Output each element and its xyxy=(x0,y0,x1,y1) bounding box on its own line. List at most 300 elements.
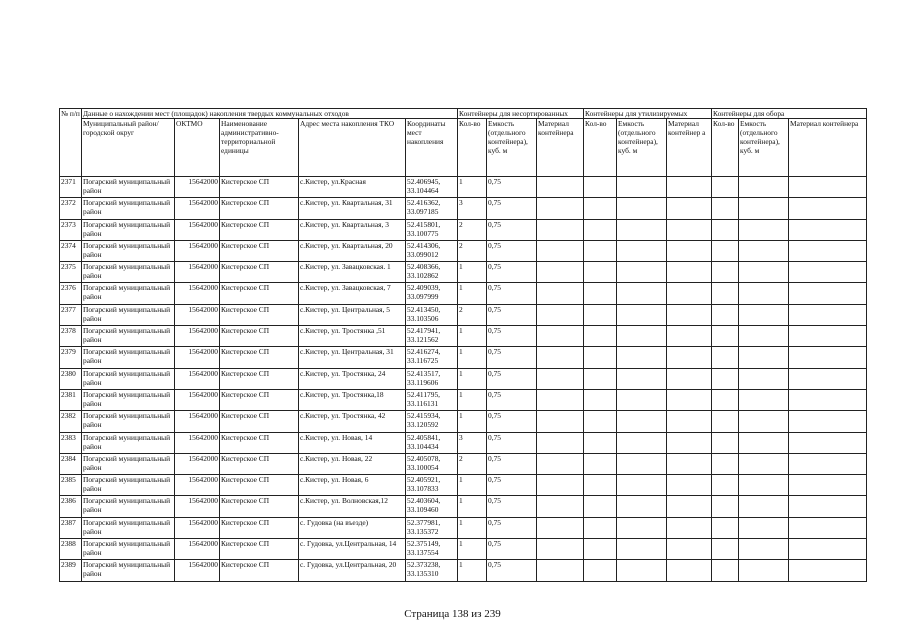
row-number: 2379 xyxy=(60,347,82,368)
row-number: 2382 xyxy=(60,411,82,432)
cell-count: 1 xyxy=(458,411,487,432)
cell-oktmo: 15642000 xyxy=(175,304,220,325)
cell-empty xyxy=(667,347,712,368)
cell-municipal: Погарский муниципальный район xyxy=(82,262,175,283)
cell-empty xyxy=(667,496,712,517)
cell-empty xyxy=(789,389,867,410)
header-group-collect: Контейнеры для обора xyxy=(712,109,867,119)
cell-empty xyxy=(537,198,584,219)
cell-count: 1 xyxy=(458,177,487,198)
cell-empty xyxy=(584,560,617,581)
cell-empty xyxy=(584,389,617,410)
cell-empty xyxy=(667,389,712,410)
cell-empty xyxy=(617,262,667,283)
cell-empty xyxy=(667,304,712,325)
cell-oktmo: 15642000 xyxy=(175,219,220,240)
cell-address: с. Гудовка, ул.Центральная, 14 xyxy=(299,539,406,560)
cell-count: 1 xyxy=(458,326,487,347)
header-capacity-collect: Емкость (отдельного контейнера), куб. м xyxy=(739,119,789,177)
table-row xyxy=(60,219,867,240)
cell-municipal: Погарский муниципальный район xyxy=(82,411,175,432)
cell-municipal: Погарский муниципальный район xyxy=(82,368,175,389)
cell-capacity: 0,75 xyxy=(487,517,537,538)
cell-empty xyxy=(584,304,617,325)
cell-empty xyxy=(789,411,867,432)
cell-empty xyxy=(667,475,712,496)
cell-oktmo: 15642000 xyxy=(175,475,220,496)
cell-capacity: 0,75 xyxy=(487,198,537,219)
cell-coords: 52.375149, 33.137554 xyxy=(406,539,458,560)
cell-address: с.Кистер, ул. Тростянка,18 xyxy=(299,389,406,410)
cell-empty xyxy=(617,475,667,496)
cell-empty xyxy=(789,304,867,325)
cell-empty xyxy=(537,347,584,368)
cell-capacity: 0,75 xyxy=(487,177,537,198)
cell-capacity: 0,75 xyxy=(487,560,537,581)
cell-empty xyxy=(789,539,867,560)
cell-count: 2 xyxy=(458,219,487,240)
row-number: 2388 xyxy=(60,539,82,560)
cell-address: с.Кистер, ул. Тростянка ,51 xyxy=(299,326,406,347)
row-number: 2385 xyxy=(60,475,82,496)
table-row xyxy=(60,283,867,304)
cell-admin: Кистерское СП xyxy=(220,453,299,474)
cell-empty xyxy=(667,177,712,198)
table-row xyxy=(60,240,867,261)
cell-empty xyxy=(617,368,667,389)
cell-empty xyxy=(712,517,739,538)
cell-empty xyxy=(789,496,867,517)
cell-empty xyxy=(584,453,617,474)
cell-oktmo: 15642000 xyxy=(175,517,220,538)
cell-count: 2 xyxy=(458,453,487,474)
cell-empty xyxy=(712,539,739,560)
cell-capacity: 0,75 xyxy=(487,389,537,410)
cell-empty xyxy=(537,219,584,240)
cell-empty xyxy=(739,177,789,198)
cell-empty xyxy=(537,453,584,474)
cell-capacity: 0,75 xyxy=(487,411,537,432)
cell-empty xyxy=(712,283,739,304)
cell-coords: 52.405921, 33.107833 xyxy=(406,475,458,496)
cell-count: 1 xyxy=(458,560,487,581)
cell-empty xyxy=(712,475,739,496)
table-row xyxy=(60,177,867,198)
cell-empty xyxy=(712,198,739,219)
cell-coords: 52.408366, 33.102862 xyxy=(406,262,458,283)
cell-coords: 52.414306, 33.099012 xyxy=(406,240,458,261)
cell-empty xyxy=(667,560,712,581)
cell-empty xyxy=(667,539,712,560)
cell-oktmo: 15642000 xyxy=(175,347,220,368)
cell-admin: Кистерское СП xyxy=(220,539,299,560)
cell-address: с.Кистер, ул. Новая, 22 xyxy=(299,453,406,474)
cell-count: 1 xyxy=(458,517,487,538)
cell-address: с.Кистер, ул. Завацковская, 7 xyxy=(299,283,406,304)
cell-oktmo: 15642000 xyxy=(175,496,220,517)
cell-address: с.Кистер, ул. Центральная, 31 xyxy=(299,347,406,368)
cell-empty xyxy=(739,411,789,432)
row-number: 2374 xyxy=(60,240,82,261)
cell-count: 2 xyxy=(458,240,487,261)
cell-coords: 52.415801, 33.100775 xyxy=(406,219,458,240)
cell-empty xyxy=(537,368,584,389)
cell-oktmo: 15642000 xyxy=(175,539,220,560)
cell-empty xyxy=(739,432,789,453)
cell-address: с.Кистер, ул. Квартальная, 20 xyxy=(299,240,406,261)
table-row xyxy=(60,453,867,474)
cell-empty xyxy=(667,368,712,389)
cell-count: 1 xyxy=(458,475,487,496)
header-address: Адрес места накопления ТКО xyxy=(299,119,406,177)
cell-oktmo: 15642000 xyxy=(175,389,220,410)
cell-empty xyxy=(712,347,739,368)
table-row xyxy=(60,560,867,581)
cell-admin: Кистерское СП xyxy=(220,560,299,581)
cell-admin: Кистерское СП xyxy=(220,475,299,496)
cell-capacity: 0,75 xyxy=(487,283,537,304)
cell-municipal: Погарский муниципальный район xyxy=(82,496,175,517)
cell-empty xyxy=(584,283,617,304)
cell-coords: 52.403604, 33.109460 xyxy=(406,496,458,517)
cell-empty xyxy=(584,347,617,368)
cell-empty xyxy=(789,326,867,347)
cell-address: с.Кистер, ул. Новая, 6 xyxy=(299,475,406,496)
cell-admin: Кистерское СП xyxy=(220,496,299,517)
row-number: 2375 xyxy=(60,262,82,283)
cell-empty xyxy=(537,326,584,347)
row-number: 2378 xyxy=(60,326,82,347)
cell-count: 1 xyxy=(458,496,487,517)
cell-empty xyxy=(584,411,617,432)
cell-empty xyxy=(617,283,667,304)
cell-empty xyxy=(617,517,667,538)
cell-capacity: 0,75 xyxy=(487,326,537,347)
cell-empty xyxy=(617,177,667,198)
cell-count: 1 xyxy=(458,262,487,283)
row-number: 2372 xyxy=(60,198,82,219)
cell-empty xyxy=(789,240,867,261)
header-material-collect: Материал контейнера xyxy=(789,119,867,177)
cell-empty xyxy=(739,389,789,410)
table-row xyxy=(60,198,867,219)
cell-count: 1 xyxy=(458,368,487,389)
cell-empty xyxy=(537,240,584,261)
cell-empty xyxy=(617,219,667,240)
cell-empty xyxy=(617,411,667,432)
cell-empty xyxy=(617,347,667,368)
header-municipal: Муниципальный район/городской округ xyxy=(82,119,175,177)
header-group-main: Данные о нахождении мест (площадок) накопления твердых коммунальных отходов xyxy=(82,109,458,119)
cell-empty xyxy=(789,368,867,389)
cell-empty xyxy=(537,283,584,304)
cell-empty xyxy=(537,304,584,325)
cell-count: 1 xyxy=(458,539,487,560)
cell-coords: 52.377981, 33.135372 xyxy=(406,517,458,538)
page-number: Страница 138 из 239 xyxy=(404,608,501,620)
cell-empty xyxy=(584,262,617,283)
header-count-recycle: Кол-во xyxy=(584,119,617,177)
cell-oktmo: 15642000 xyxy=(175,368,220,389)
cell-municipal: Погарский муниципальный район xyxy=(82,453,175,474)
cell-empty xyxy=(584,432,617,453)
cell-capacity: 0,75 xyxy=(487,432,537,453)
cell-empty xyxy=(617,240,667,261)
cell-admin: Кистерское СП xyxy=(220,411,299,432)
cell-empty xyxy=(739,560,789,581)
cell-empty xyxy=(584,496,617,517)
cell-empty xyxy=(739,368,789,389)
cell-municipal: Погарский муниципальный район xyxy=(82,326,175,347)
cell-empty xyxy=(584,219,617,240)
cell-municipal: Погарский муниципальный район xyxy=(82,177,175,198)
cell-oktmo: 15642000 xyxy=(175,262,220,283)
header-coords: Координаты мест накопления xyxy=(406,119,458,177)
cell-empty xyxy=(617,539,667,560)
header-group-recycle: Контейнеры для утилизируемых xyxy=(584,109,712,119)
waste-sites-table xyxy=(59,108,867,582)
table-row xyxy=(60,411,867,432)
cell-admin: Кистерское СП xyxy=(220,198,299,219)
cell-empty xyxy=(667,219,712,240)
cell-coords: 52.411795, 33.116131 xyxy=(406,389,458,410)
cell-coords: 52.415934, 33.120592 xyxy=(406,411,458,432)
cell-empty xyxy=(617,389,667,410)
cell-count: 1 xyxy=(458,389,487,410)
cell-oktmo: 15642000 xyxy=(175,432,220,453)
cell-empty xyxy=(712,560,739,581)
cell-empty xyxy=(667,326,712,347)
row-number: 2389 xyxy=(60,560,82,581)
table-row xyxy=(60,326,867,347)
cell-admin: Кистерское СП xyxy=(220,368,299,389)
cell-empty xyxy=(584,326,617,347)
cell-empty xyxy=(584,517,617,538)
cell-empty xyxy=(789,347,867,368)
cell-oktmo: 15642000 xyxy=(175,411,220,432)
cell-capacity: 0,75 xyxy=(487,496,537,517)
cell-capacity: 0,75 xyxy=(487,539,537,560)
cell-admin: Кистерское СП xyxy=(220,240,299,261)
cell-empty xyxy=(537,177,584,198)
cell-empty xyxy=(617,432,667,453)
cell-municipal: Погарский муниципальный район xyxy=(82,347,175,368)
cell-empty xyxy=(739,219,789,240)
cell-empty xyxy=(739,304,789,325)
table-header xyxy=(60,109,867,177)
cell-admin: Кистерское СП xyxy=(220,177,299,198)
header-capacity-unsorted: Емкость (отдельного контейнера), куб. м xyxy=(487,119,537,177)
cell-oktmo: 15642000 xyxy=(175,453,220,474)
table-row xyxy=(60,517,867,538)
cell-address: с.Кистер, ул. Тростянка, 42 xyxy=(299,411,406,432)
cell-address: с. Гудовка (на въезде) xyxy=(299,517,406,538)
cell-address: с.Кистер, ул. Завацковская. 1 xyxy=(299,262,406,283)
cell-empty xyxy=(584,177,617,198)
cell-coords: 52.413517, 33.119606 xyxy=(406,368,458,389)
cell-empty xyxy=(712,389,739,410)
cell-empty xyxy=(739,475,789,496)
cell-empty xyxy=(712,496,739,517)
cell-capacity: 0,75 xyxy=(487,240,537,261)
table-row xyxy=(60,496,867,517)
cell-admin: Кистерское СП xyxy=(220,262,299,283)
cell-count: 3 xyxy=(458,432,487,453)
cell-coords: 52.405078, 33.100054 xyxy=(406,453,458,474)
table-row xyxy=(60,262,867,283)
cell-empty xyxy=(739,326,789,347)
cell-oktmo: 15642000 xyxy=(175,198,220,219)
cell-municipal: Погарский муниципальный район xyxy=(82,475,175,496)
cell-address: с.Кистер, ул. Квартальная, 3 xyxy=(299,219,406,240)
cell-empty xyxy=(789,219,867,240)
cell-empty xyxy=(739,283,789,304)
cell-address: с.Кистер, ул. Квартальная, 31 xyxy=(299,198,406,219)
row-number: 2373 xyxy=(60,219,82,240)
cell-empty xyxy=(617,198,667,219)
cell-empty xyxy=(712,432,739,453)
cell-empty xyxy=(617,560,667,581)
table-row xyxy=(60,475,867,496)
cell-coords: 52.417941, 33.121562 xyxy=(406,326,458,347)
cell-empty xyxy=(537,496,584,517)
cell-municipal: Погарский муниципальный район xyxy=(82,219,175,240)
cell-municipal: Погарский муниципальный район xyxy=(82,198,175,219)
cell-capacity: 0,75 xyxy=(487,368,537,389)
cell-empty xyxy=(712,453,739,474)
row-number: 2387 xyxy=(60,517,82,538)
cell-empty xyxy=(667,240,712,261)
cell-municipal: Погарский муниципальный район xyxy=(82,389,175,410)
row-number: 2371 xyxy=(60,177,82,198)
cell-oktmo: 15642000 xyxy=(175,283,220,304)
cell-empty xyxy=(667,432,712,453)
cell-empty xyxy=(739,453,789,474)
cell-empty xyxy=(617,304,667,325)
cell-municipal: Погарский муниципальный район xyxy=(82,283,175,304)
cell-admin: Кистерское СП xyxy=(220,517,299,538)
cell-empty xyxy=(789,453,867,474)
cell-coords: 52.405841, 33.104434 xyxy=(406,432,458,453)
cell-municipal: Погарский муниципальный район xyxy=(82,240,175,261)
cell-empty xyxy=(617,326,667,347)
cell-coords: 52.409039, 33.097999 xyxy=(406,283,458,304)
cell-count: 1 xyxy=(458,283,487,304)
cell-empty xyxy=(712,326,739,347)
table-row xyxy=(60,368,867,389)
cell-count: 2 xyxy=(458,304,487,325)
cell-empty xyxy=(584,198,617,219)
table-row xyxy=(60,539,867,560)
cell-municipal: Погарский муниципальный район xyxy=(82,432,175,453)
row-number: 2384 xyxy=(60,453,82,474)
cell-capacity: 0,75 xyxy=(487,262,537,283)
cell-address: с.Кистер, ул.Красная xyxy=(299,177,406,198)
cell-empty xyxy=(584,539,617,560)
cell-capacity: 0,75 xyxy=(487,453,537,474)
row-number: 2380 xyxy=(60,368,82,389)
row-number: 2376 xyxy=(60,283,82,304)
cell-address: с.Кистер, ул. Волновская,12 xyxy=(299,496,406,517)
header-no: № п/п xyxy=(60,109,82,177)
table-row xyxy=(60,432,867,453)
cell-empty xyxy=(584,368,617,389)
cell-empty xyxy=(739,539,789,560)
cell-empty xyxy=(667,283,712,304)
header-count-collect: Кол-во xyxy=(712,119,739,177)
table-row xyxy=(60,389,867,410)
header-capacity-recycle: Емкость (отдельного контейнера), куб. м xyxy=(617,119,667,177)
row-number: 2383 xyxy=(60,432,82,453)
cell-empty xyxy=(667,411,712,432)
cell-empty xyxy=(789,177,867,198)
cell-count: 1 xyxy=(458,347,487,368)
cell-empty xyxy=(789,198,867,219)
row-number: 2386 xyxy=(60,496,82,517)
row-number: 2377 xyxy=(60,304,82,325)
cell-empty xyxy=(739,496,789,517)
cell-empty xyxy=(617,453,667,474)
cell-admin: Кистерское СП xyxy=(220,326,299,347)
header-material-unsorted: Материал контейнера xyxy=(537,119,584,177)
cell-admin: Кистерское СП xyxy=(220,389,299,410)
cell-municipal: Погарский муниципальный район xyxy=(82,304,175,325)
cell-empty xyxy=(739,240,789,261)
cell-empty xyxy=(712,411,739,432)
cell-admin: Кистерское СП xyxy=(220,432,299,453)
cell-empty xyxy=(712,304,739,325)
table-row xyxy=(60,347,867,368)
cell-capacity: 0,75 xyxy=(487,347,537,368)
cell-municipal: Погарский муниципальный район xyxy=(82,517,175,538)
cell-empty xyxy=(739,347,789,368)
cell-empty xyxy=(617,496,667,517)
cell-empty xyxy=(667,262,712,283)
row-number: 2381 xyxy=(60,389,82,410)
cell-coords: 52.416362, 33.097185 xyxy=(406,198,458,219)
cell-empty xyxy=(584,240,617,261)
cell-capacity: 0,75 xyxy=(487,304,537,325)
cell-empty xyxy=(537,432,584,453)
cell-capacity: 0,75 xyxy=(487,475,537,496)
cell-address: с. Гудовка, ул.Центральная, 20 xyxy=(299,560,406,581)
cell-empty xyxy=(789,517,867,538)
table-body xyxy=(60,177,867,582)
cell-empty xyxy=(712,368,739,389)
cell-capacity: 0,75 xyxy=(487,219,537,240)
cell-coords: 52.406945, 33.104464 xyxy=(406,177,458,198)
header-admin: Наименование административно-территориальной единицы xyxy=(220,119,299,177)
cell-empty xyxy=(712,240,739,261)
cell-empty xyxy=(712,219,739,240)
cell-empty xyxy=(789,475,867,496)
cell-admin: Кистерское СП xyxy=(220,304,299,325)
cell-oktmo: 15642000 xyxy=(175,560,220,581)
cell-empty xyxy=(789,432,867,453)
cell-oktmo: 15642000 xyxy=(175,240,220,261)
cell-admin: Кистерское СП xyxy=(220,283,299,304)
cell-empty xyxy=(739,198,789,219)
cell-coords: 52.416274, 33.116725 xyxy=(406,347,458,368)
cell-empty xyxy=(667,453,712,474)
cell-empty xyxy=(537,539,584,560)
header-material-recycle: Материал контейнер а xyxy=(667,119,712,177)
cell-empty xyxy=(667,517,712,538)
cell-empty xyxy=(789,283,867,304)
cell-empty xyxy=(667,198,712,219)
cell-municipal: Погарский муниципальный район xyxy=(82,539,175,560)
cell-empty xyxy=(712,177,739,198)
